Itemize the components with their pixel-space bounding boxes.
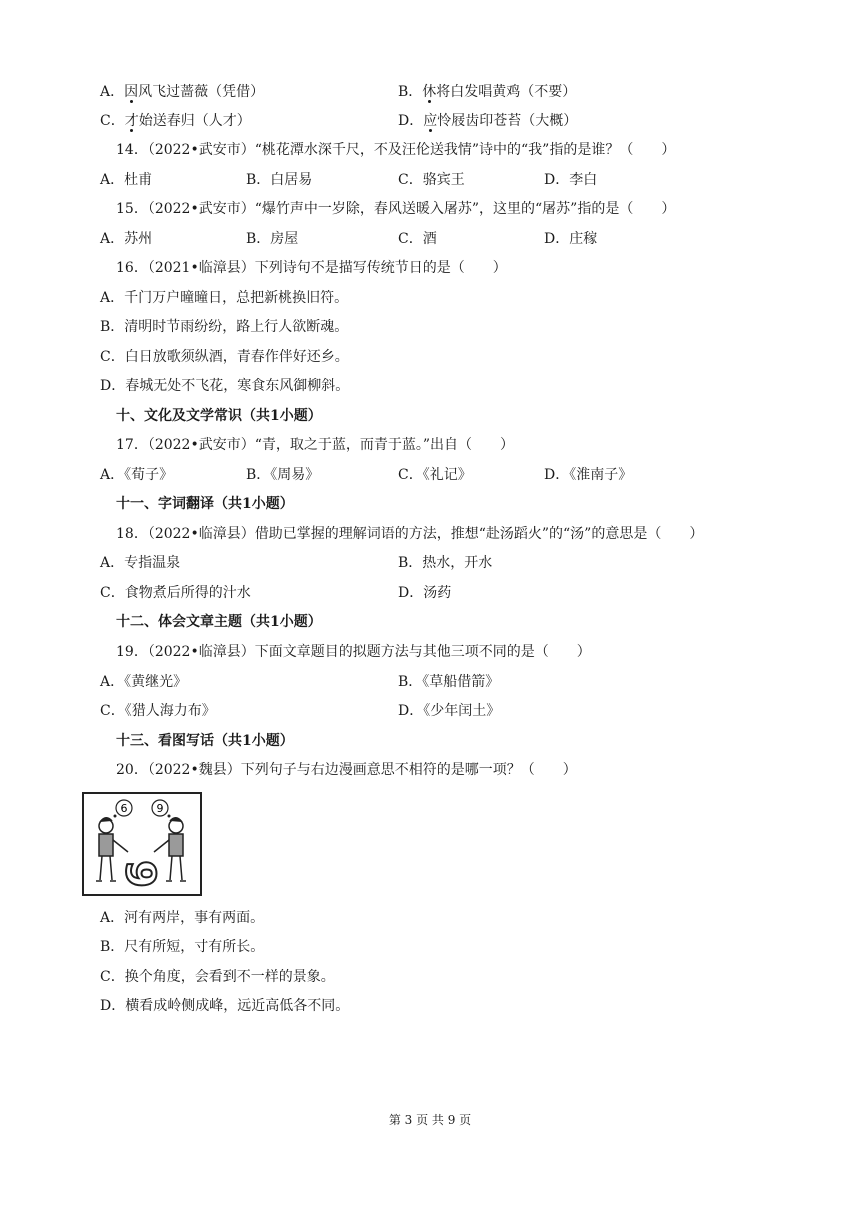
option-b: B．《草船借箭》 [398,674,500,690]
question-stem: 20．（2022•魏县）下列句子与右边漫画意思不相符的是哪一项？（ ） [116,762,577,778]
option-c: C．才始送春归（人才） [100,113,251,129]
option-c: C．骆宾王 [398,172,465,188]
left-speech-bubble [114,800,133,818]
cartoon-image [82,792,202,896]
option-d: D．应怜屐齿印苍苔（大概） [398,113,578,129]
option-a: A．河有两岸，事有两面。 [100,910,265,926]
option-c: C．白日放歌须纵酒，青春作伴好还乡。 [100,349,349,365]
section-heading: 十一、字词翻译（共1小题） [116,496,294,512]
option-d: D．汤药 [398,585,452,601]
option-a: A．专指温泉 [100,555,181,571]
option-a: A．苏州 [100,231,153,247]
option-d: D．横看成岭侧成峰，远近高低各不同。 [100,998,350,1014]
option-a: A．杜甫 [100,172,153,188]
option-d: D．庄稼 [544,231,598,247]
option-d: D．李白 [544,172,598,188]
svg-text:6: 6 [120,802,128,815]
question-stem: 19．（2022•临漳县）下面文章题目的拟题方法与其他三项不同的是（ ） [116,644,591,660]
option-c: C．《礼记》 [398,467,472,483]
question-stem: 17．（2022•武安市）“青，取之于蓝，而青于蓝。”出自（ ） [116,437,515,453]
option-c: C．《猎人海力布》 [100,703,216,719]
option-c: C．食物煮后所得的汁水 [100,585,251,601]
option-a: A．因风飞过蔷薇（凭借） [100,84,265,100]
section-heading: 十三、看图写话（共1小题） [116,733,294,749]
question-stem: 15．（2022•武安市）“爆竹声中一岁除，春风送暖入屠苏”，这里的“屠苏”指的是（ ） [116,201,676,217]
option-b: B．清明时节雨纷纷，路上行人欲断魂。 [100,319,349,335]
option-c: C．酒 [398,231,437,247]
question-stem: 14．（2022•武安市）“桃花潭水深千尺，不及汪伦送我情”诗中的“我”指的是谁？（ ） [116,142,676,158]
option-c: C．换个角度，会看到不一样的景象。 [100,969,335,985]
page-footer: 第 3 页 共 9 页 [388,1113,472,1127]
option-d: D．春城无处不飞花，寒食东风御柳斜。 [100,378,350,394]
option-a: A．《荀子》 [100,467,174,483]
option-a: A．《黄继光》 [100,674,188,690]
floor-number: 6 [120,860,166,888]
svg-text:9: 9 [156,802,164,815]
option-b: B．房屋 [246,231,299,247]
option-a: A．千门万户曈曈日，总把新桃换旧符。 [100,290,349,306]
right-speech-bubble [152,800,171,818]
section-heading: 十二、体会文章主题（共1小题） [116,614,322,630]
cartoon-drawing [84,794,200,894]
option-b: B．热水，开水 [398,555,493,571]
option-b: B．休将白发唱黄鸡（不要） [398,84,577,100]
option-b: B．白居易 [246,172,313,188]
question-stem: 18．（2022•临漳县）借助已掌握的理解词语的方法，推想“赴汤蹈火”的“汤”的意思是（ ） [116,526,704,542]
section-heading: 十、文化及文学常识（共1小题） [116,408,322,424]
option-d: D．《淮南子》 [544,467,633,483]
question-stem: 16．（2021•临漳县）下列诗句不是描写传统节日的是（ ） [116,260,507,276]
option-d: D．《少年闰土》 [398,703,501,719]
option-b: B．《周易》 [246,467,320,483]
option-b: B．尺有所短，寸有所长。 [100,939,265,955]
